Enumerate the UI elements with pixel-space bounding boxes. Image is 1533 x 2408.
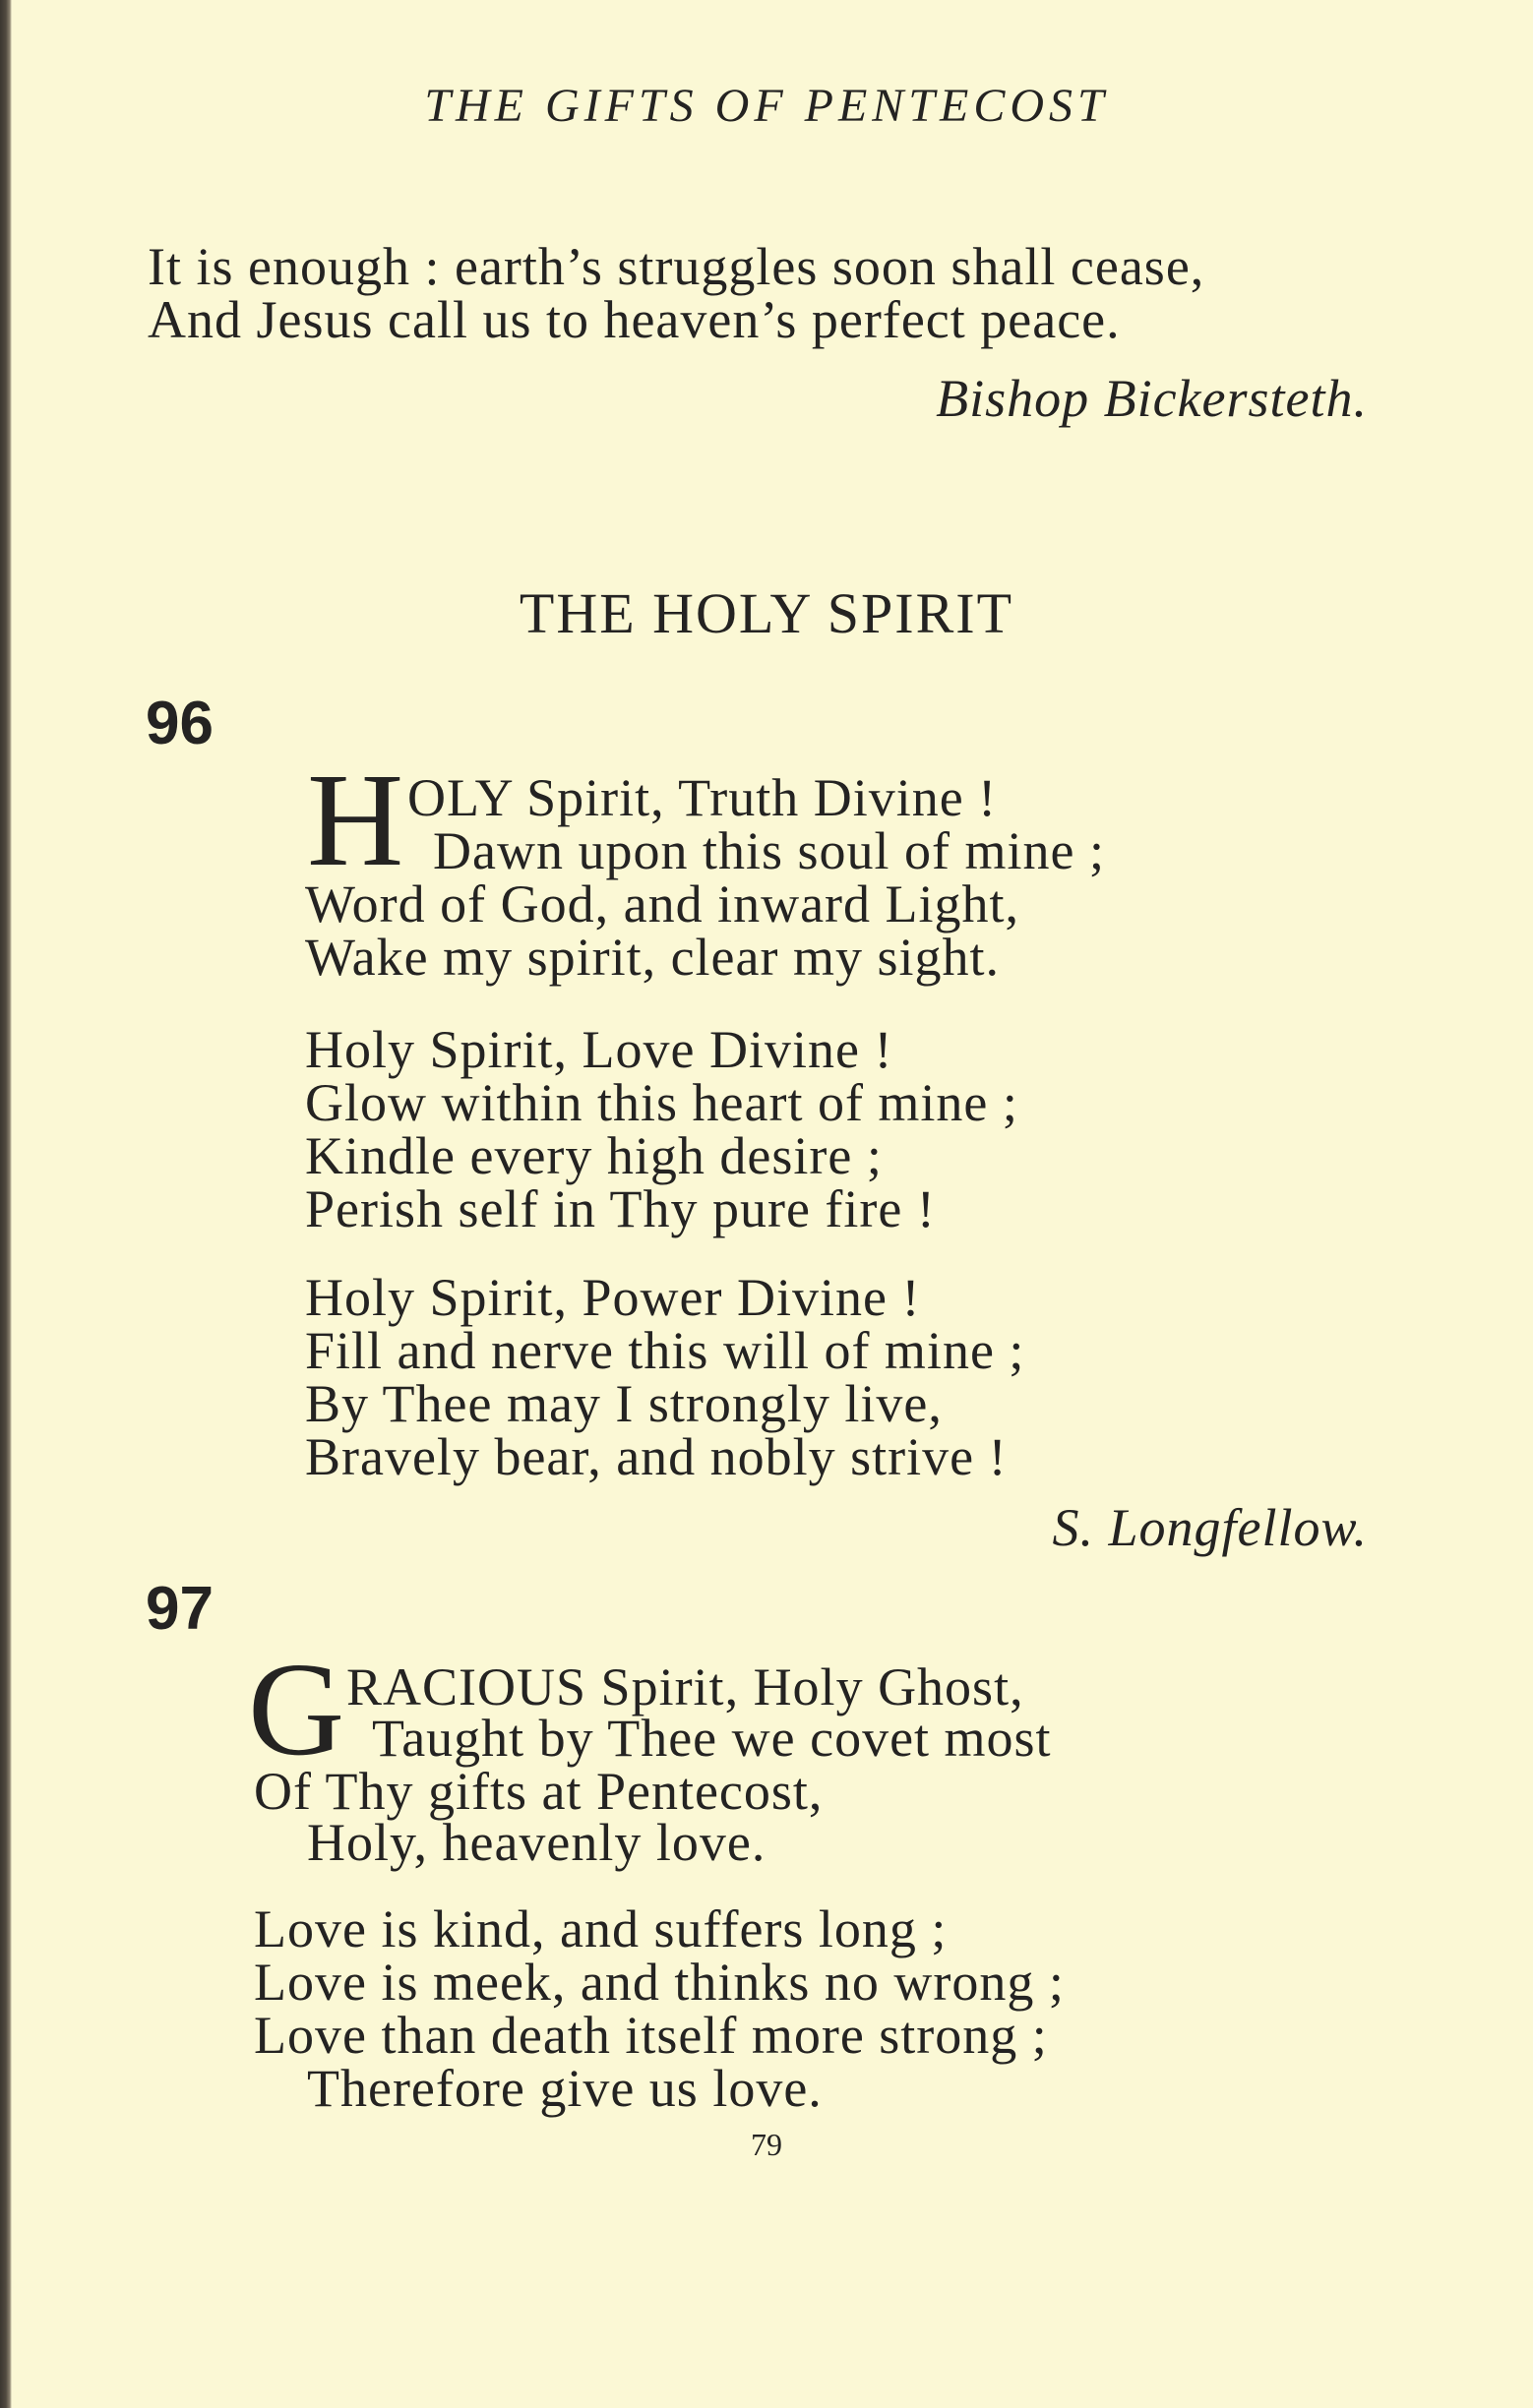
hymn-96-line-12: Bravely bear, and nobly strive ! <box>305 1427 1008 1486</box>
book-spine-edge <box>0 0 12 2408</box>
hymn-96-attribution: S. Longfellow. <box>1052 1498 1368 1557</box>
section-title: THE HOLY SPIRIT <box>519 581 1014 645</box>
hymn-97-line-5: Love is kind, and suffers long ; <box>254 1899 948 1958</box>
hymn-96-line-6: Glow within this heart of mine ; <box>305 1073 1018 1132</box>
hymn-96-line-11: By Thee may I strongly live, <box>305 1374 943 1433</box>
hymn-96-line-5: Holy Spirit, Love Divine ! <box>305 1020 893 1079</box>
hymn-97-line-6: Love is meek, and thinks no wrong ; <box>254 1953 1065 2012</box>
prev-hymn-attribution: Bishop Bickersteth. <box>936 369 1368 428</box>
hymn-97-line-8: Therefore give us love. <box>307 2059 823 2118</box>
prev-hymn-line-1: It is enough : earth’s struggles soon shall cease, <box>148 237 1205 296</box>
hymn-96-line-10: Fill and nerve this will of mine ; <box>305 1321 1025 1380</box>
hymn-96-line-4: Wake my spirit, clear my sight. <box>305 928 1000 987</box>
hymn-96-line-8: Perish self in Thy pure fire ! <box>305 1179 936 1238</box>
hymn-number-96: 96 <box>146 690 214 757</box>
running-head: THE GIFTS OF PENTECOST <box>424 80 1109 132</box>
drop-cap-h: H <box>307 747 404 894</box>
prev-hymn-line-2: And Jesus call us to heaven’s perfect peace. <box>148 290 1121 349</box>
hymn-97-line-4: Holy, heavenly love. <box>307 1813 766 1872</box>
hymn-number-97: 97 <box>146 1575 214 1643</box>
hymn-96-line-3: Word of God, and inward Light, <box>305 874 1020 933</box>
hymn-97-line-2: Taught by Thee we covet most <box>372 1709 1052 1768</box>
hymn-97-line-1: RACIOUS Spirit, Holy Ghost, <box>346 1657 1024 1716</box>
hymn-96-line-9: Holy Spirit, Power Divine ! <box>305 1268 921 1327</box>
drop-cap-g: G <box>248 1636 345 1783</box>
hymn-96-line-7: Kindle every high desire ; <box>305 1126 883 1185</box>
hymn-96-line-2: Dawn upon this soul of mine ; <box>433 821 1105 880</box>
hymn-97-line-7: Love than death itself more strong ; <box>254 2006 1048 2065</box>
hymn-96-line-1: OLY Spirit, Truth Divine ! <box>407 768 998 827</box>
page-number: 79 <box>751 2127 782 2162</box>
hymn-97-line-3: Of Thy gifts at Pentecost, <box>254 1762 824 1821</box>
